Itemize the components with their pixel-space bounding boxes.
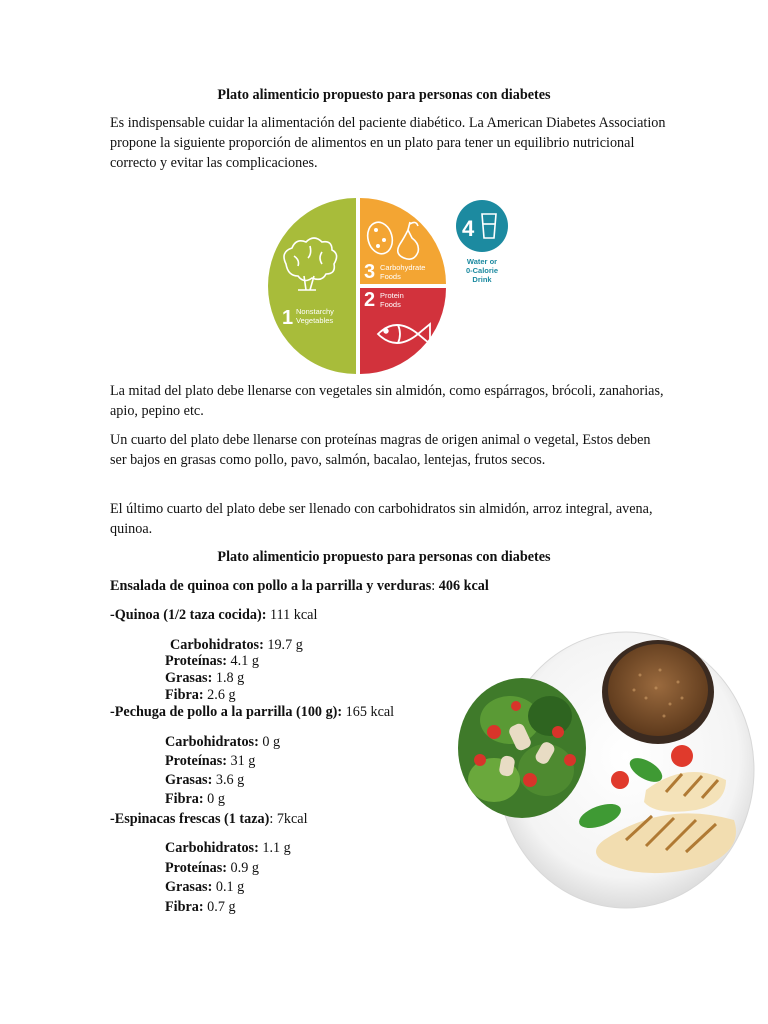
- ingredient-chicken: [110, 703, 394, 723]
- section-title: Plato alimenticio propuesto para personas con diabetes: [217, 549, 551, 565]
- nutrient-label: Fibra:: [165, 687, 204, 703]
- nutrient-row: [165, 840, 291, 857]
- nutrient-label: Grasas:: [165, 670, 213, 686]
- salad-plate-photo: [450, 620, 758, 920]
- nutrient-label: Carbohidratos:: [165, 734, 259, 750]
- diabetes-plate-diagram: [258, 194, 518, 380]
- nutrient-row: [165, 860, 259, 877]
- nutrient-row: [165, 687, 236, 704]
- nutrient-row: [165, 772, 244, 789]
- nutrient-label: Carbohidratos:: [165, 840, 259, 856]
- recipe-title: [110, 577, 489, 597]
- ingredient-quinoa: [110, 606, 317, 626]
- ingredient-name: -Quinoa (1/2 taza cocida):: [110, 607, 267, 623]
- ingredient-name: -Pechuga de pollo a la parrilla (100 g):: [110, 704, 343, 720]
- nutrient-value: 2.6 g: [203, 687, 236, 703]
- plate-label-protein-line2: Foods: [380, 300, 401, 309]
- page-title: Plato alimenticio propuesto para personas con diabetes: [217, 87, 551, 103]
- ingredient-spinach: [110, 810, 308, 830]
- recipe-separator: :: [431, 578, 439, 594]
- plate-label-carbohydrate-line2: Foods: [380, 272, 401, 281]
- carb-quarter-paragraph: El último cuarto del plato debe ser llenado con carbohidratos sin almidón, arroz integral, avena, quinoa.: [110, 501, 653, 537]
- water-label-line3: Drink: [472, 275, 492, 284]
- nutrient-row: [165, 734, 280, 751]
- water-label-line2: 0-Calorie: [465, 266, 499, 275]
- nutrient-label: Proteínas:: [165, 753, 227, 769]
- nutrient-value: 31 g: [227, 753, 256, 769]
- nutrient-value: 0.1 g: [212, 879, 245, 895]
- nutrient-row: [165, 653, 259, 670]
- plate-label-carbohydrate-line1: Carbohydrate: [380, 263, 426, 272]
- ingredient-kcal: 111 kcal: [266, 607, 318, 623]
- plate-section-vegetables: [268, 198, 356, 374]
- plate-number-2: 2: [364, 289, 376, 311]
- nutrient-row: [170, 637, 303, 654]
- nutrient-label: Proteínas:: [165, 860, 227, 876]
- intro-paragraph: Es indispensable cuidar la alimentación del paciente diabético. La American Diabetes Association propone la siguiente proporción de alimentos en un plato para tener un equilibrio nutricional correcto y evitar las complicaciones.: [110, 115, 666, 171]
- recipe-name: Ensalada de quinoa con pollo a la parrilla y verduras: [110, 578, 432, 594]
- plate-label-vegetables-line2: Vegetables: [296, 316, 334, 325]
- nutrient-label: Grasas:: [165, 879, 213, 895]
- nutrient-label: Carbohidratos:: [170, 637, 264, 653]
- nutrient-value: 0.7 g: [203, 899, 236, 915]
- plate-number-1: 1: [282, 307, 294, 329]
- protein-quarter-paragraph: Un cuarto del plato debe llenarse con proteínas magras de origen animal o vegetal, Estos deben ser bajos en grasas como pollo, pavo, salmón, bacalao, lentejas, frutos secos.: [110, 432, 651, 468]
- half-plate-paragraph: La mitad del plato debe llenarse con vegetales sin almidón, como espárragos, brócoli, zanahorias, apio, pepino etc.: [110, 383, 664, 419]
- nutrient-value: 4.1 g: [227, 653, 259, 669]
- nutrient-value: 0.9 g: [227, 860, 259, 876]
- ingredient-kcal: : 7kcal: [269, 811, 308, 827]
- nutrient-row: [165, 753, 255, 770]
- nutrient-label: Grasas:: [165, 772, 213, 788]
- nutrient-value: 0 g: [258, 734, 281, 750]
- nutrient-label: Proteínas:: [165, 653, 227, 669]
- nutrient-value: 3.6 g: [212, 772, 245, 788]
- nutrient-value: 1.1 g: [258, 840, 291, 856]
- water-label-line1: Water or: [466, 257, 498, 266]
- ingredient-name: -Espinacas frescas (1 taza): [110, 811, 270, 827]
- nutrient-row: [165, 791, 225, 808]
- nutrient-label: Fibra:: [165, 791, 204, 807]
- nutrient-row: [165, 670, 244, 687]
- plate-number-4: 4: [462, 216, 475, 241]
- plate-label-protein-line1: Protein: [380, 291, 404, 300]
- nutrient-value: 1.8 g: [212, 670, 245, 686]
- nutrient-value: 19.7 g: [263, 637, 303, 653]
- recipe-kcal: 406 kcal: [438, 578, 489, 594]
- plate-label-vegetables-line1: Nonstarchy: [296, 307, 334, 316]
- nutrient-label: Fibra:: [165, 899, 204, 915]
- nutrient-value: 0 g: [203, 791, 225, 807]
- nutrient-row: [165, 899, 236, 916]
- nutrient-row: [165, 879, 244, 896]
- ingredient-kcal: 165 kcal: [342, 704, 395, 720]
- plate-number-3: 3: [364, 261, 376, 283]
